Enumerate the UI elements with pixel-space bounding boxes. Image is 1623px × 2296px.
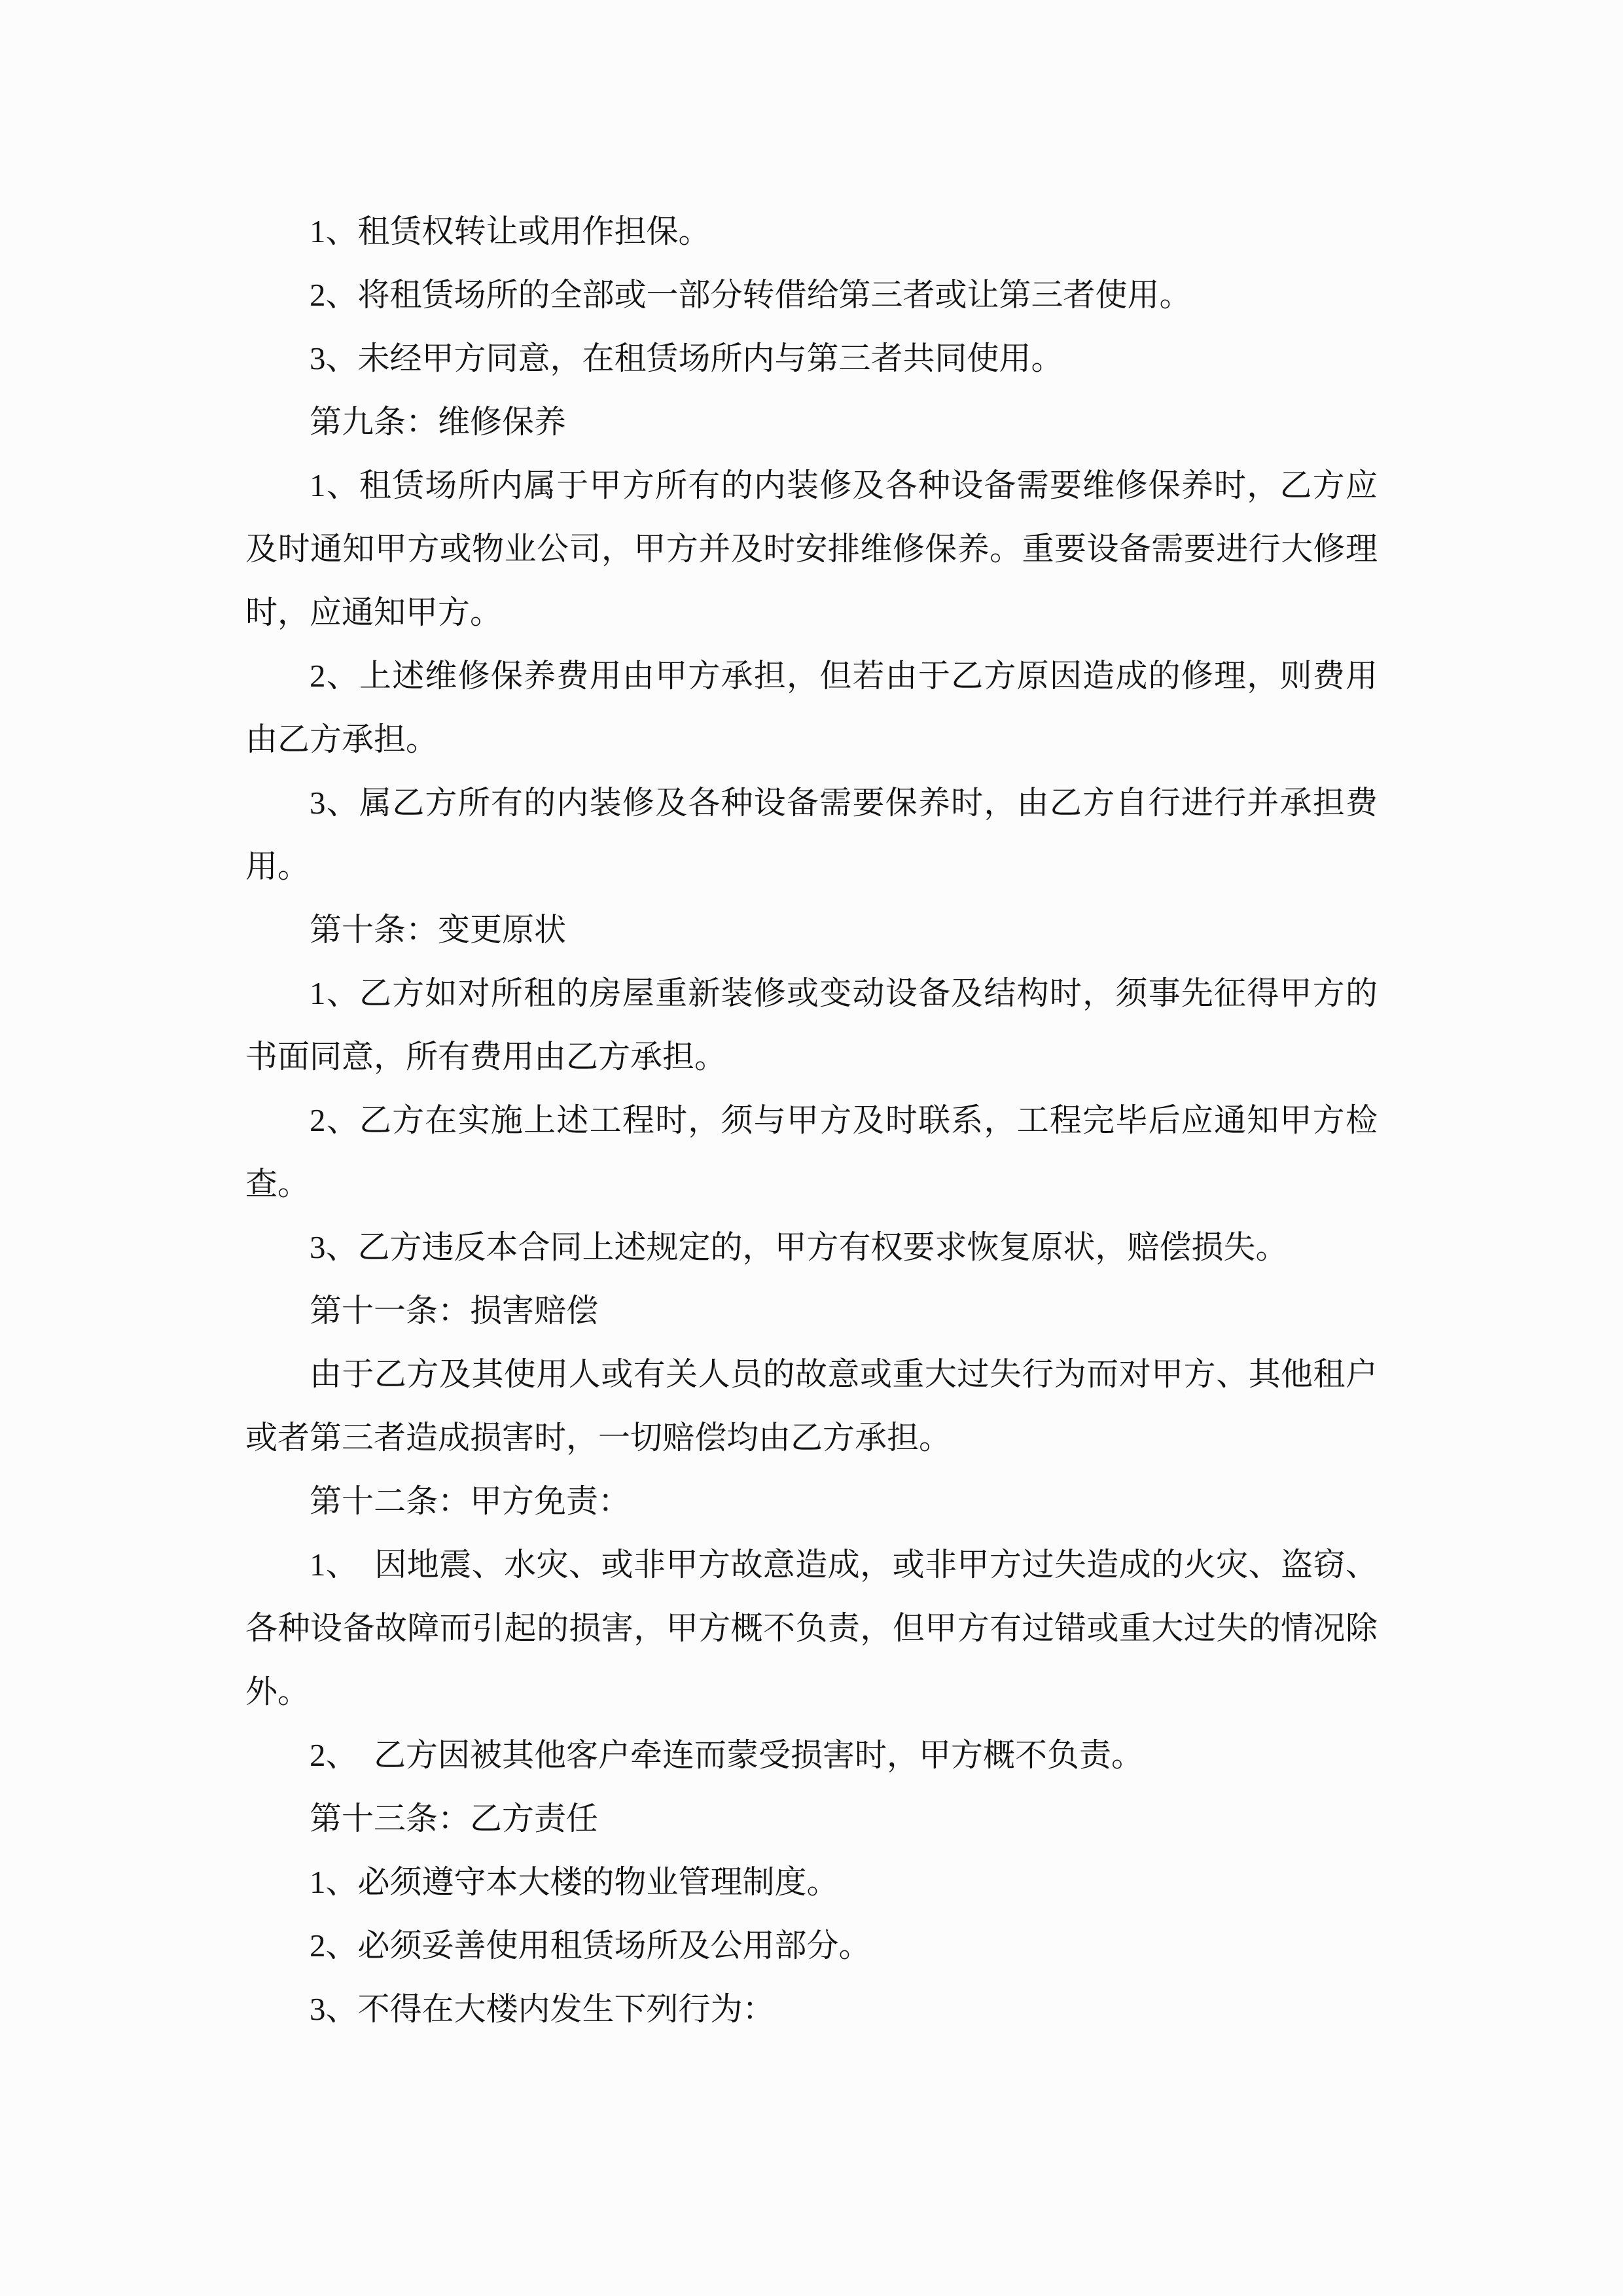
contract-text-line: 3、乙方违反本合同上述规定的，甲方有权要求恢复原状，赔偿损失。 (310, 1229, 1288, 1265)
contract-text-line: 第十条：变更原状 (310, 912, 567, 948)
contract-text-line: 各种设备故障而引起的损害，甲方概不负责，但甲方有过错或重大过失的情况除 (245, 1610, 1378, 1646)
contract-text-line: 3、属乙方所有的内装修及各种设备需要保养时，由乙方自行进行并承担费 (310, 785, 1378, 821)
contract-text-line: 第九条：维修保养 (310, 404, 567, 440)
contract-text-line: 查。 (245, 1166, 310, 1202)
contract-text-line: 1、 因地震、水灾、或非甲方故意造成，或非甲方过失造成的火灾、盗窃、 (310, 1547, 1378, 1583)
contract-text-line: 及时通知甲方或物业公司，甲方并及时安排维修保养。重要设备需要进行大修理 (245, 531, 1378, 567)
contract-text-line: 书面同意，所有费用由乙方承担。 (245, 1039, 727, 1075)
contract-text-line: 时，应通知甲方。 (245, 594, 503, 630)
contract-text-line: 第十一条：损害赔偿 (310, 1293, 599, 1329)
contract-text-line: 2、 乙方因被其他客户牵连而蒙受损害时，甲方概不负责。 (310, 1737, 1144, 1773)
contract-text-line: 1、必须遵守本大楼的物业管理制度。 (310, 1864, 839, 1900)
contract-text-line: 由于乙方及其使用人或有关人员的故意或重大过失行为而对甲方、其他租户 (310, 1356, 1378, 1392)
contract-text-line: 2、上述维修保养费用由甲方承担，但若由于乙方原因造成的修理，则费用 (310, 658, 1378, 694)
contract-text-line: 1、租赁场所内属于甲方所有的内装修及各种设备需要维修保养时，乙方应 (310, 467, 1378, 503)
contract-text-line: 外。 (245, 1674, 310, 1710)
contract-text-line: 第十二条：甲方免责： (310, 1483, 631, 1519)
contract-text-line: 第十三条：乙方责任 (310, 1801, 599, 1837)
contract-text-line: 3、不得在大楼内发生下列行为： (310, 1991, 775, 2027)
contract-text-line: 用。 (245, 848, 310, 884)
contract-text-line: 2、乙方在实施上述工程时，须与甲方及时联系，工程完毕后应通知甲方检 (310, 1102, 1378, 1138)
contract-text-line: 2、将租赁场所的全部或一部分转借给第三者或让第三者使用。 (310, 277, 1192, 313)
contract-text-line: 由乙方承担。 (245, 721, 438, 757)
contract-text-line: 1、乙方如对所租的房屋重新装修或变动设备及结构时，须事先征得甲方的 (310, 975, 1378, 1011)
contract-text-line: 2、必须妥善使用租赁场所及公用部分。 (310, 1928, 871, 1964)
contract-text-line: 1、租赁权转让或用作担保。 (310, 213, 711, 249)
contract-text-block (245, 200, 1378, 2041)
contract-text-line: 3、未经甲方同意，在租赁场所内与第三者共同使用。 (310, 340, 1063, 376)
contract-text-line: 或者第三者造成损害时，一切赔偿均由乙方承担。 (245, 1420, 952, 1456)
